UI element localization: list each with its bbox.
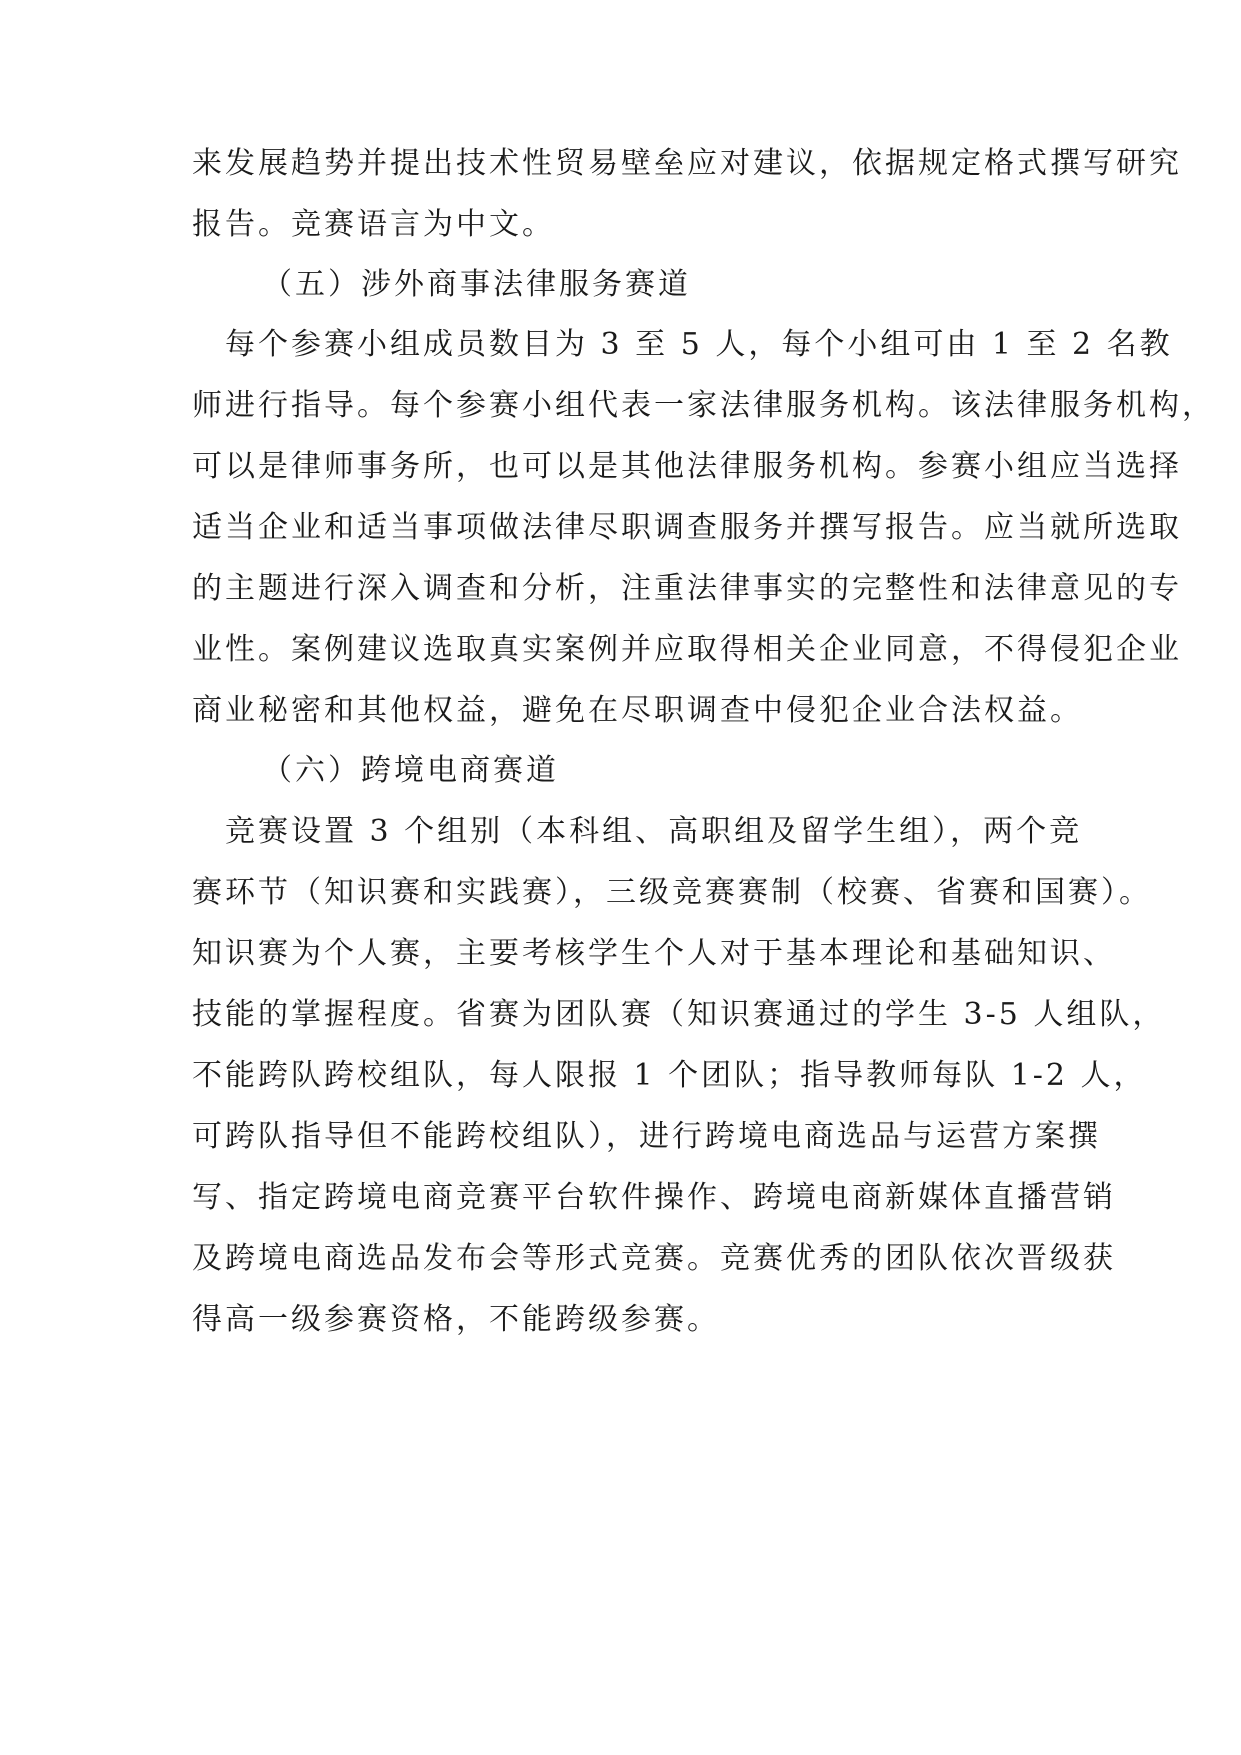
paragraph-line: 写、指定跨境电商竞赛平台软件操作、跨境电商新媒体直播营销 bbox=[192, 1180, 1116, 1215]
paragraph-line: 商业秘密和其他权益，避免在尽职调查中侵犯企业合法权益。 bbox=[192, 693, 1083, 728]
section-heading-6: （六）跨境电商赛道 bbox=[262, 753, 559, 788]
paragraph-cross-border-ecommerce bbox=[192, 801, 1166, 1350]
paragraph-line: 师进行指导。每个参赛小组代表一家法律服务机构。该法律服务机构， bbox=[192, 388, 1215, 423]
section-heading-5: （五）涉外商事法律服务赛道 bbox=[262, 267, 691, 302]
paragraph-legal-services bbox=[192, 314, 1215, 741]
paragraph-line: 适当企业和适当事项做法律尽职调查服务并撰写报告。应当就所选取 bbox=[192, 510, 1182, 545]
paragraph-line: 及跨境电商选品发布会等形式竞赛。竞赛优秀的团队依次晋级获 bbox=[192, 1241, 1116, 1276]
paragraph-line: 报告。竞赛语言为中文。 bbox=[192, 207, 555, 242]
paragraph-line: 竞赛设置 3 个组别（本科组、高职组及留学生组），两个竞 bbox=[192, 814, 1083, 849]
paragraph-line: 来发展趋势并提出技术性贸易壁垒应对建议，依据规定格式撰写研究 bbox=[192, 146, 1182, 181]
paragraph-line: 技能的掌握程度。省赛为团队赛（知识赛通过的学生 3-5 人组队， bbox=[192, 997, 1166, 1032]
paragraph-line: 得高一级参赛资格，不能跨级参赛。 bbox=[192, 1302, 720, 1337]
paragraph-line: 业性。案例建议选取真实案例并应取得相关企业同意，不得侵犯企业 bbox=[192, 632, 1182, 667]
paragraph-line: 每个参赛小组成员数目为 3 至 5 人，每个小组可由 1 至 2 名教 bbox=[192, 327, 1173, 362]
paragraph-line: 可跨队指导但不能跨校组队），进行跨境电商选品与运营方案撰 bbox=[192, 1119, 1101, 1154]
paragraph-line: 赛环节（知识赛和实践赛），三级竞赛赛制（校赛、省赛和国赛）。 bbox=[192, 875, 1152, 910]
paragraph-line: 不能跨队跨校组队，每人限报 1 个团队；指导教师每队 1-2 人， bbox=[192, 1058, 1147, 1093]
paragraph-line: 知识赛为个人赛，主要考核学生个人对于基本理论和基础知识、 bbox=[192, 936, 1116, 971]
paragraph-continued bbox=[192, 133, 1182, 255]
paragraph-line: 可以是律师事务所，也可以是其他法律服务机构。参赛小组应当选择 bbox=[192, 449, 1182, 484]
paragraph-line: 的主题进行深入调查和分析，注重法律事实的完整性和法律意见的专 bbox=[192, 571, 1182, 606]
